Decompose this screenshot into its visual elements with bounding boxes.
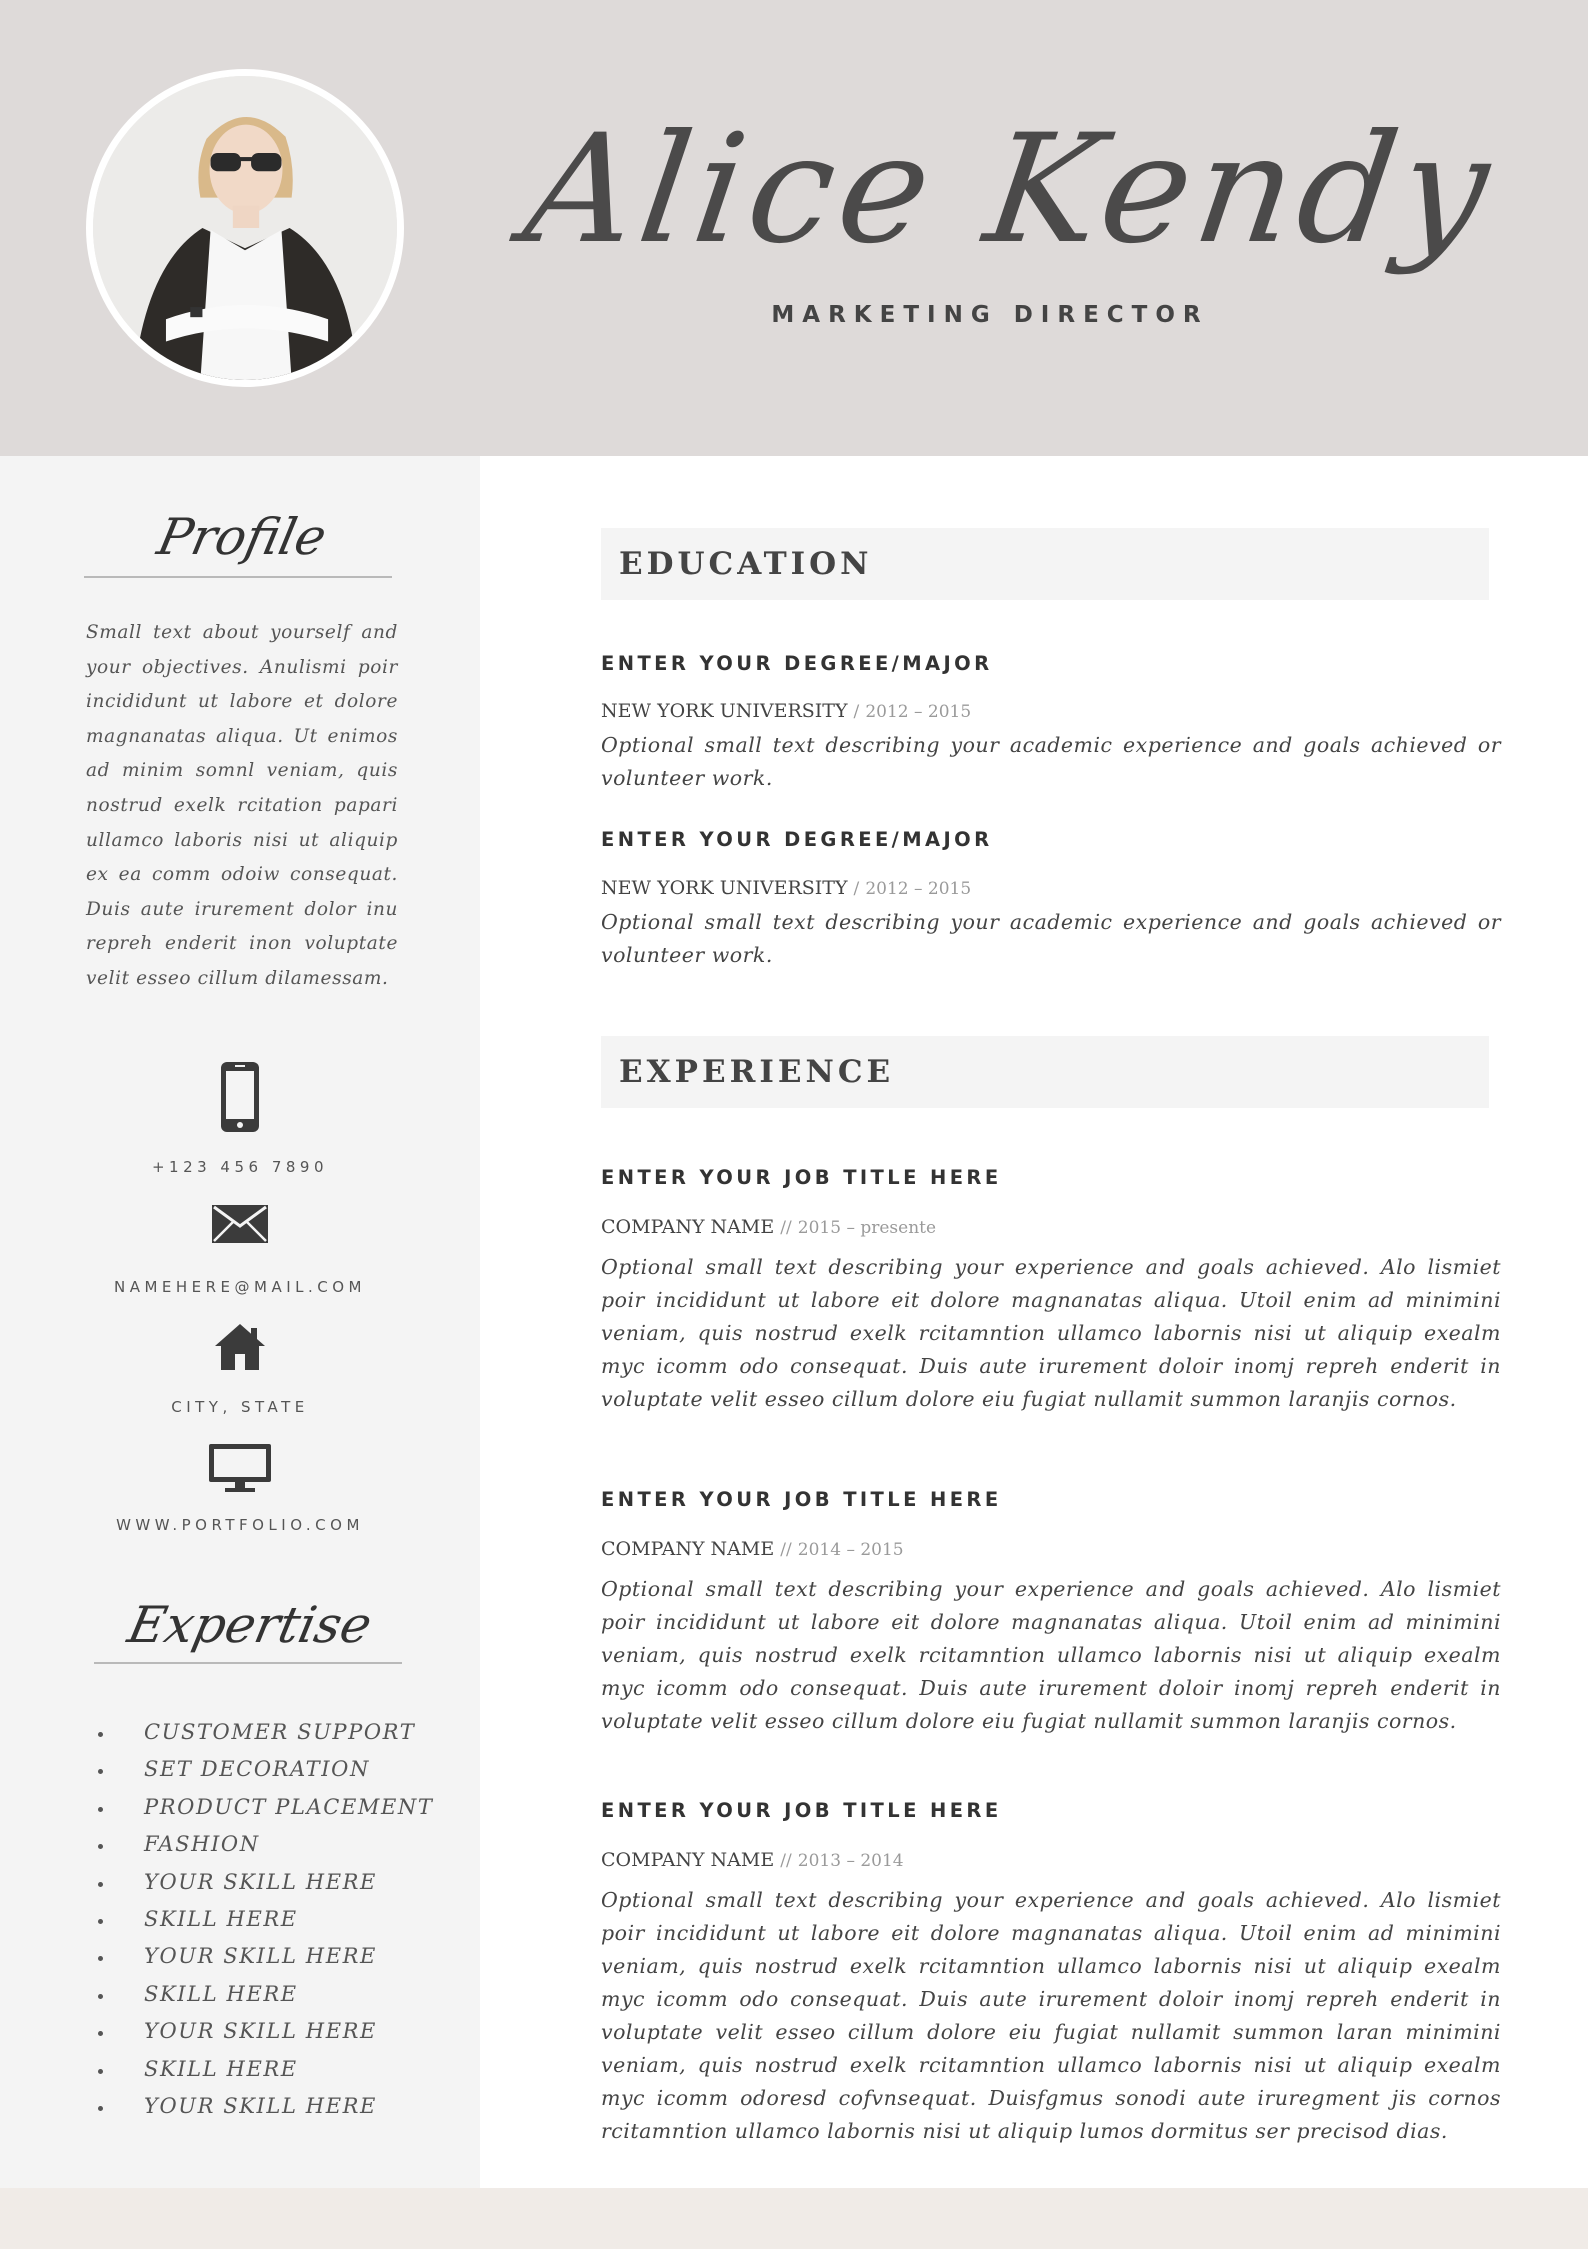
header xyxy=(0,0,1588,456)
education-meta xyxy=(601,700,971,722)
candidate-name: Alice Kendy xyxy=(515,103,1505,277)
meta-separator: / xyxy=(853,702,860,722)
education-dates: 2012 – 2015 xyxy=(865,879,972,899)
envelope-icon xyxy=(0,1204,480,1249)
skill-item: PRODUCT PLACEMENT xyxy=(96,1795,466,1832)
education-heading: EDUCATION xyxy=(619,546,873,582)
experience-dates: 2014 – 2015 xyxy=(797,1540,904,1560)
meta-separator: // xyxy=(780,1218,792,1238)
skill-item: CUSTOMER SUPPORT xyxy=(96,1720,466,1757)
footer-strip xyxy=(0,2188,1588,2249)
company-name: COMPANY NAME xyxy=(601,1538,775,1560)
experience-title: ENTER YOUR JOB TITLE HERE xyxy=(601,1488,1002,1511)
portrait-illustration xyxy=(93,76,397,380)
monitor-icon xyxy=(0,1442,480,1499)
education-title: ENTER YOUR DEGREE/MAJOR xyxy=(601,652,993,675)
skill-item: SET DECORATION xyxy=(96,1757,466,1794)
expertise-heading: Expertise xyxy=(123,1596,377,1654)
skill-item: YOUR SKILL HERE xyxy=(96,1870,466,1907)
expertise-heading-rule xyxy=(94,1662,402,1664)
company-name: COMPANY NAME xyxy=(601,1216,775,1238)
experience-meta xyxy=(601,1538,904,1560)
meta-separator: / xyxy=(853,879,860,899)
education-title: ENTER YOUR DEGREE/MAJOR xyxy=(601,828,993,851)
skill-item: YOUR SKILL HERE xyxy=(96,2019,466,2056)
skill-item: YOUR SKILL HERE xyxy=(96,2094,466,2131)
skill-item: YOUR SKILL HERE xyxy=(96,1944,466,1981)
phone-icon xyxy=(0,1060,480,1139)
experience-description: Optional small text describing your experience and goals achieved. Alo lismiet poir incididunt ut labore eit dolore magnanatas aliqua. Utoil enim ad minimini veniam, quis nostrud exelk rcitamntion ullamco labornis nisi ut aliquip exealm myc icomm odo consequat. Duis aute irurement doloir inomj repreh enderit in voluptate velit esseo cillum dolore eiu fugiat nullamit summon laranjis cornos. xyxy=(601,1577,1501,1733)
school-name: NEW YORK UNIVERSITY xyxy=(601,700,848,722)
profile-heading: Profile xyxy=(152,508,332,566)
avatar xyxy=(86,69,404,387)
experience-section-bar xyxy=(601,1036,1489,1108)
education-section-bar xyxy=(601,528,1489,600)
company-name: COMPANY NAME xyxy=(601,1849,775,1871)
education-description: Optional small text describing your academic experience and goals achieved or volunteer work. xyxy=(601,910,1501,967)
meta-separator: // xyxy=(780,1851,792,1871)
location: CITY, STATE xyxy=(171,1398,309,1416)
experience-description: Optional small text describing your experience and goals achieved. Alo lismiet poir incididunt ut labore eit dolore magnanatas aliqua. Utoil enim ad minimini veniam, quis nostrud exelk rcitamntion ullamco labornis nisi ut aliquip exealm myc icomm odo consequat. Duis aute irurement doloir inomj repreh enderit in voluptate velit esseo cillum dolore eiu fugiat nullamit summon laran minimini veniam, quis nostrud exelk rcitamntion ullamco labornis nisi ut aliquip exealm myc icomm odoresd cofvnsequat. Duisfgmus sonodi aute iruregment jis cornos rcitamntion ullamco labornis nisi ut aliquip lumos dormitus ser precisod dias. xyxy=(601,1888,1501,2143)
experience-dates: 2013 – 2014 xyxy=(797,1851,904,1871)
experience-dates: 2015 – presente xyxy=(797,1218,937,1238)
experience-meta xyxy=(601,1849,904,1871)
school-name: NEW YORK UNIVERSITY xyxy=(601,877,848,899)
education-dates: 2012 – 2015 xyxy=(865,702,972,722)
profile-heading-rule xyxy=(84,576,392,578)
profile-text: Small text about yourself and your objectives. Anulismi poir incididunt ut labore et dolore magnanatas aliqua. Ut enimos ad minim somnl veniam, quis nostrud exelk rcitation papari ullamco laboris nisi ut aliquip ex ea comm odoiw consequat. Duis aute irurement dolor inu repreh enderit inon voluptate velit esseo cillum dilamessam. xyxy=(86,622,398,989)
job-title: MARKETING DIRECTOR xyxy=(771,302,1209,328)
skill-item: FASHION xyxy=(96,1832,466,1869)
experience-title: ENTER YOUR JOB TITLE HERE xyxy=(601,1799,1002,1822)
home-icon xyxy=(0,1322,480,1377)
experience-meta xyxy=(601,1216,936,1238)
meta-separator: // xyxy=(780,1540,792,1560)
phone-number: +123 456 7890 xyxy=(151,1158,329,1176)
website: WWW.PORTFOLIO.COM xyxy=(116,1516,364,1534)
experience-title: ENTER YOUR JOB TITLE HERE xyxy=(601,1166,1002,1189)
education-meta xyxy=(601,877,971,899)
email-address: NAMEHERE@MAIL.COM xyxy=(113,1278,367,1296)
skill-item: SKILL HERE xyxy=(96,1907,466,1944)
experience-heading: EXPERIENCE xyxy=(619,1054,895,1090)
skill-item: SKILL HERE xyxy=(96,2057,466,2094)
experience-description: Optional small text describing your experience and goals achieved. Alo lismiet poir incididunt ut labore eit dolore magnanatas aliqua. Utoil enim ad minimini veniam, quis nostrud exelk rcitamntion ullamco labornis nisi ut aliquip exealm myc icomm odo consequat. Duis aute irurement doloir inomj repreh enderit in voluptate velit esseo cillum dolore eiu fugiat nullamit summon laranjis cornos. xyxy=(601,1255,1501,1411)
skill-item: SKILL HERE xyxy=(96,1982,466,2019)
education-description: Optional small text describing your academic experience and goals achieved or volunteer work. xyxy=(601,733,1501,790)
skills-list xyxy=(96,1720,466,2131)
